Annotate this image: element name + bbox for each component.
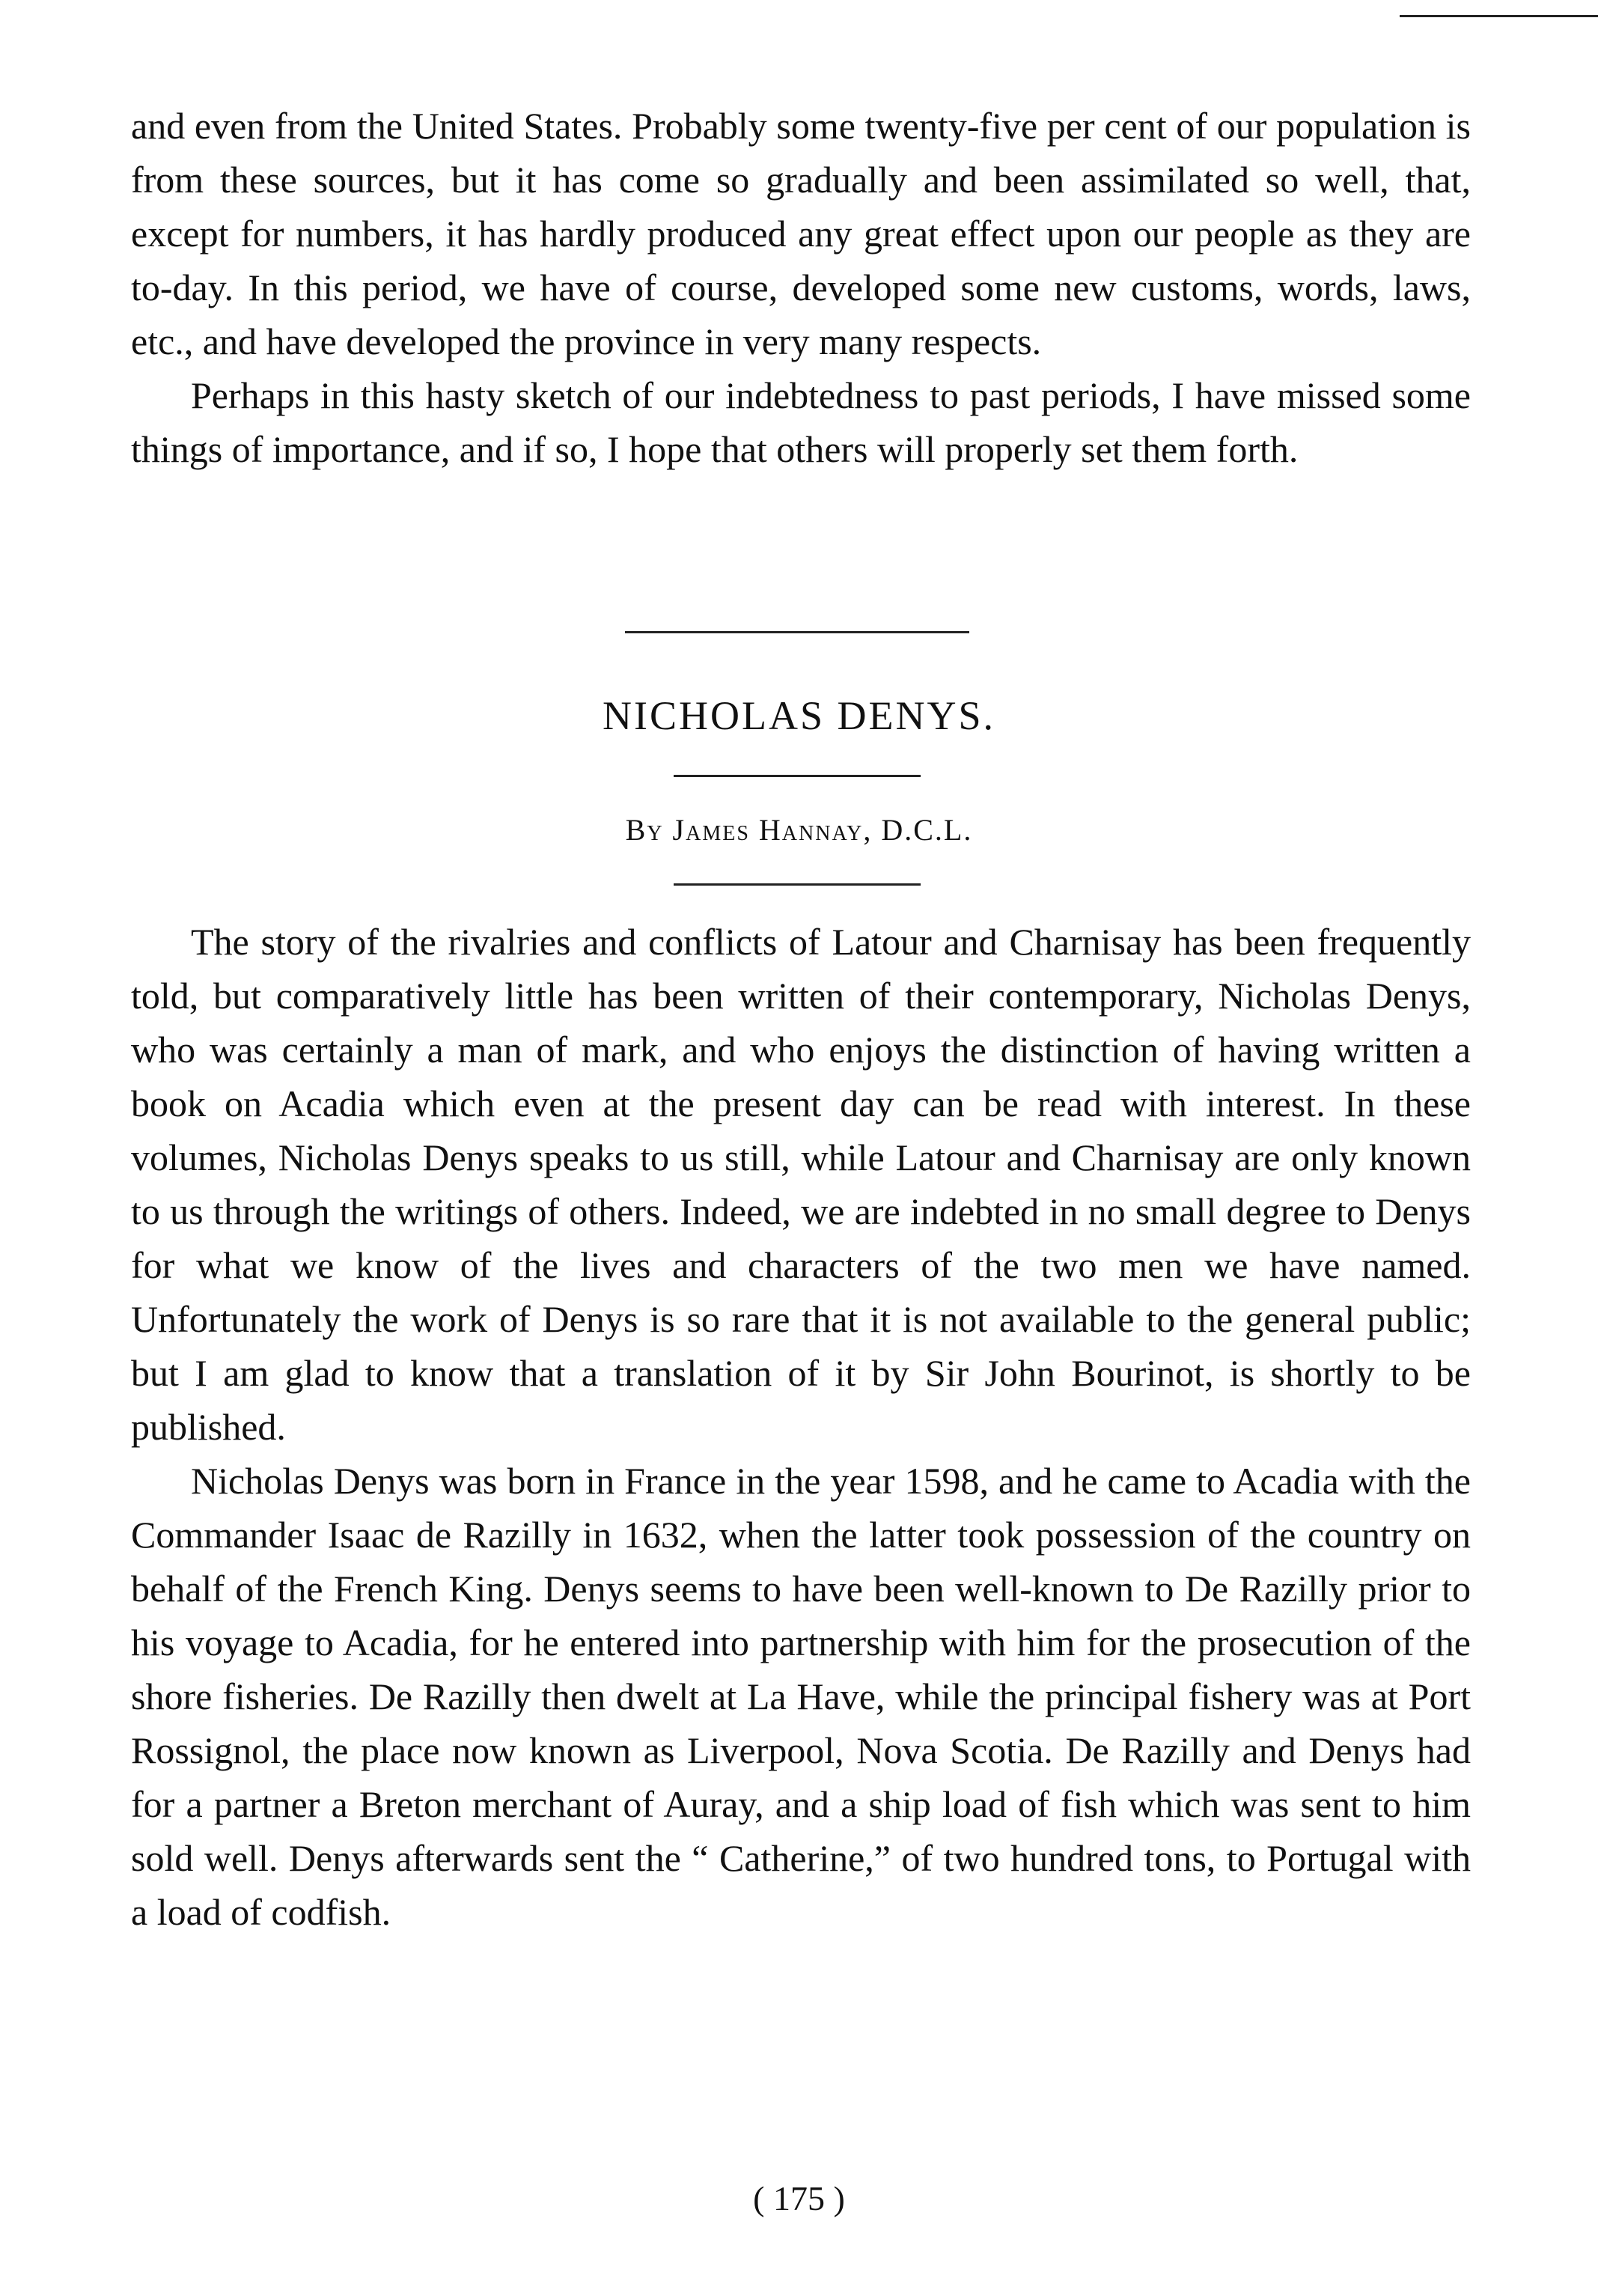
title-underline bbox=[674, 775, 921, 777]
previous-article-ending bbox=[131, 99, 1471, 476]
byline-underline bbox=[674, 883, 921, 886]
article-title: NICHOLAS DENYS. bbox=[602, 693, 995, 738]
byline-text: By James Hannay, D.C.L. bbox=[625, 813, 973, 847]
article-paragraph: The story of the rivalries and conflicts of Latour and Charnisay has been frequently told, but comparatively little has been written of their contemporary, Nicholas Denys, who was certainly a man of mark, and who enjoys the distinction of having written a book on Acadia which even at the present day can be read with interest. In these volumes, Nicholas Denys speaks to us still, while Latour and Charnisay are only known to us through the writings of others. Indeed, we are indebted in no small degree to Denys for what we know of the lives and characters of the two men we have named. Unfortunately the work of Denys is so rare that it is not available to the general public; but I am glad to know that a translation of it by Sir John Bourinot, is shortly to be published. bbox=[131, 921, 1471, 1448]
section-divider bbox=[625, 631, 969, 633]
top-edge-rule bbox=[1400, 15, 1598, 17]
closing-paragraph: Perhaps in this hasty sketch of our indebtedness to past periods, I have missed some things of importance, and if so, I hope that others will properly set them forth. bbox=[131, 374, 1471, 470]
article-body bbox=[131, 915, 1471, 1939]
article-byline bbox=[0, 812, 1598, 847]
article-paragraph: Nicholas Denys was born in France in the year 1598, and he came to Acadia with the Commander Isaac de Razilly in 1632, when the latter took possession of the country on behalf of the French King. Denys seems to have been well-known to De Razilly prior to his voyage to Acadia, for he entered into partnership with him for the prosecution of the shore fisheries. De Razilly then dwelt at La Have, while the principal fishery was at Port Rossignol, the place now known as Liverpool, Nova Scotia. De Razilly and Denys had for a partner a Breton merchant of Auray, and a ship load of fish which was sent to him sold well. Denys afterwards sent the “ Catherine,” of two hundred tons, to Portugal with a load of codfish. bbox=[131, 1460, 1471, 1933]
page-number: ( 175 ) bbox=[753, 2179, 845, 2217]
continuation-paragraph: and even from the United States. Probably some twenty-five per cent of our population is from these sources, but it has come so gradually and been assimilated so well, that, except for numbers, it has hardly produced any great effect upon our people as they are to-day. In this period, we have of course, developed some new customs, words, laws, etc., and have developed the province in very many respects. bbox=[131, 105, 1471, 362]
